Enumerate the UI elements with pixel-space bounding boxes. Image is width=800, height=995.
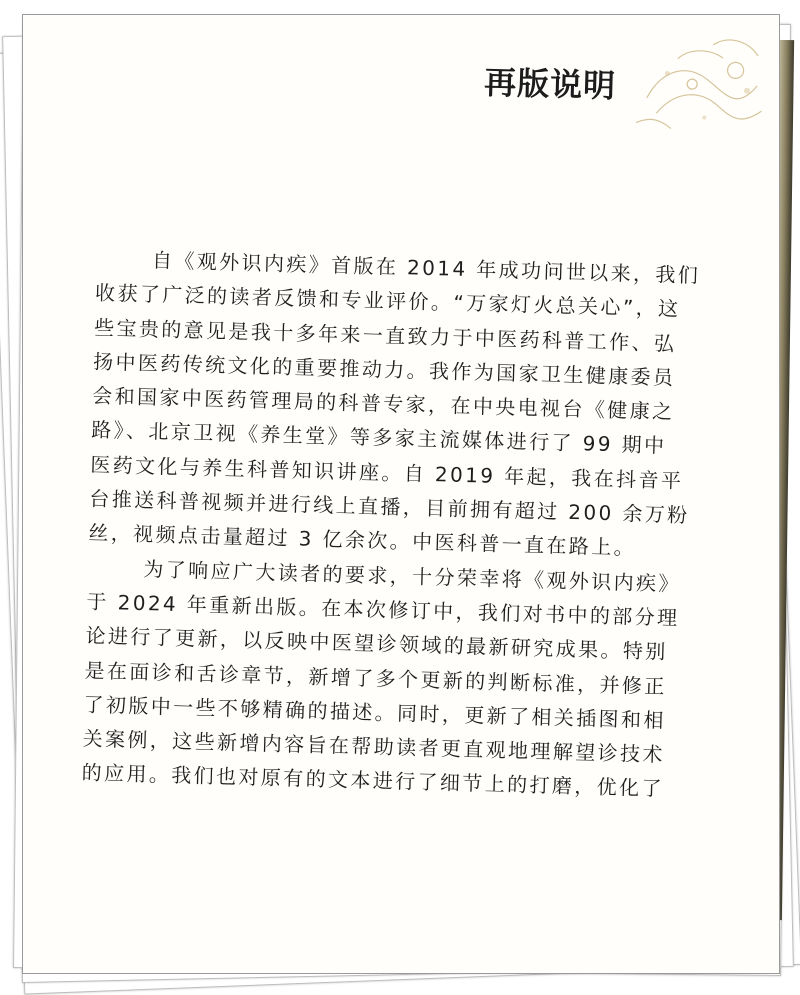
text-line: 医药文化与养生科普知识讲座。自 2019 年起，我在抖音平 [89,452,684,493]
text-line: 收获了广泛的读者反馈和专业评价。“万家灯火总关心”，这 [94,280,681,322]
text-line: 路》、北京卫视《养生堂》等多家主流媒体进行了 99 期中 [90,418,667,459]
page-title: 再版说明 [483,63,617,106]
text-line: 的应用。我们也对原有的文本进行了细节上的打磨，优化了 [81,760,665,802]
text-line: 扬中医药传统文化的重要推动力。我作为国家卫生健康委员 [92,349,676,390]
text-line: 是在面诊和舌诊章节，新增了多个更新的判断标准，并修正 [84,657,668,699]
decorative-ornament [616,27,769,141]
text-line: 会和国家中医药管理局的科普专家，在中央电视台《健康之 [91,383,675,424]
text-line: 为了响应广大读者的要求，十分荣幸将《观外识内疾》 [143,556,682,596]
text-line: 了初版中一些不够精确的描述。同时，更新了相关插图和相 [83,692,667,733]
text-line: 台推送科普视频并进行线上直播，目前拥有超过 200 余万粉 [89,486,690,528]
text-line: 丝，视频点击量超过 3 亿余次。中医科普一直在路上。 [88,520,637,561]
text-line: 自《观外识内疾》首版在 2014 年成功问世以来，我们 [151,248,701,288]
text-line: 于 2024 年重新出版。在本次修订中，我们对书中的部分理 [86,589,680,630]
book-page [22,14,780,974]
text-line: 关案例，这些新增内容旨在帮助读者更直观地理解望诊技术 [82,726,666,767]
text-line: 些宝贵的意见是我十多年来一直致力于中医药科普工作、弘 [93,315,677,356]
body-text [81,242,706,808]
text-line: 论进行了更新，以反映中医望诊领域的最新研究成果。特别 [85,623,669,664]
